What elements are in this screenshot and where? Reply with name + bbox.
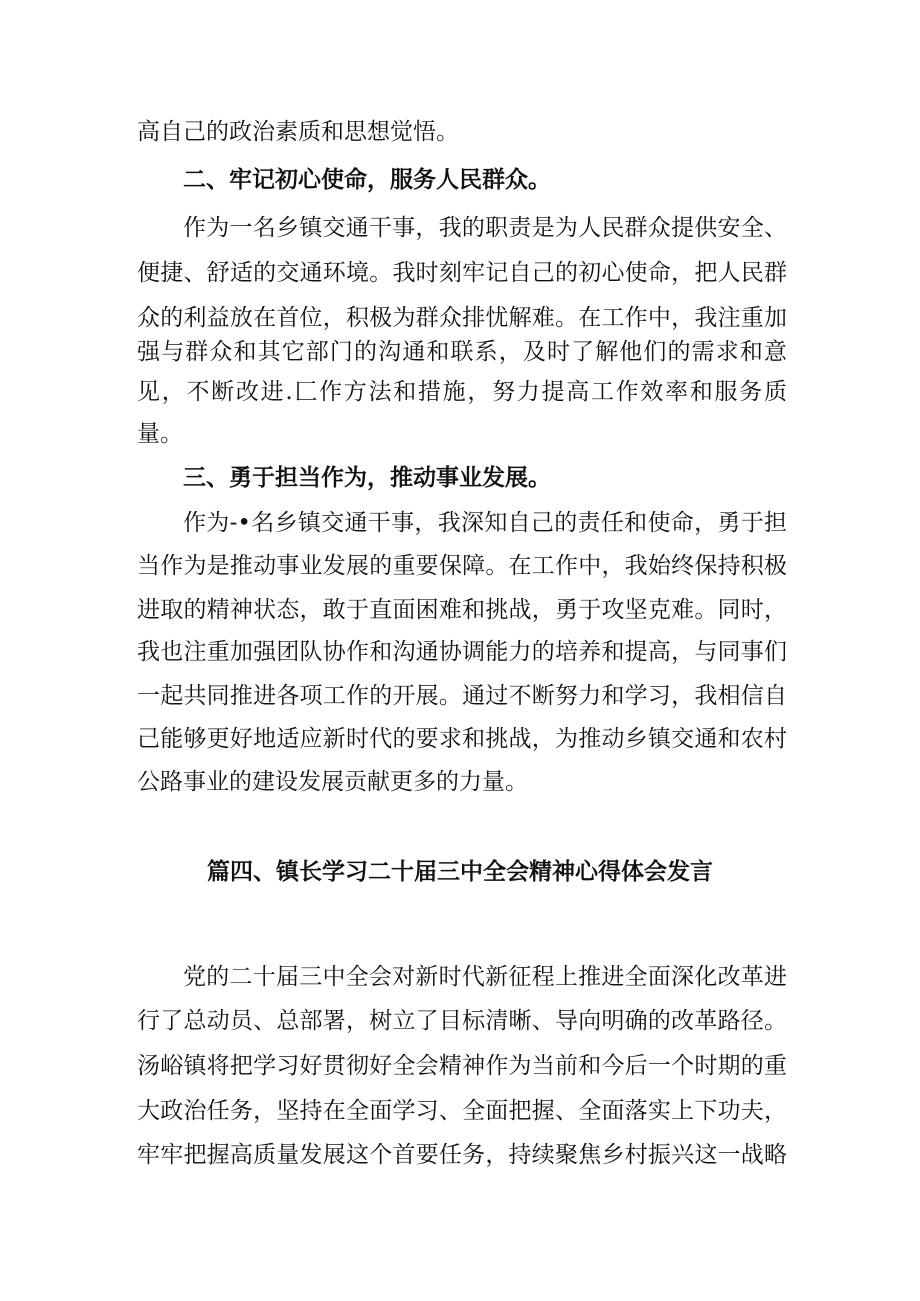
text-line: 牢牢把握高质量发展这个首要任务，持续聚焦乡村振兴这一战略 (137, 1142, 787, 1168)
text-line: 一起共同推进各项工作的开展。通过不断努力和学习，我相信自 (137, 683, 787, 709)
text-line: 量。 (137, 421, 183, 447)
text-line: 强与群众和其它部门的沟通和联系，及时了解他们的需求和意 (137, 339, 787, 365)
text-line: 当作为是推动事业发展的重要保障。在工作中，我始终保持积极 (137, 553, 787, 579)
text-line: 众的利益放在首位，积极为群众排忧解难。在工作中，我注重加 (137, 305, 787, 331)
text-line: 己能够更好地适应新时代的要求和挑战，为推动乡镇交通和农村 (137, 726, 787, 752)
text-line: 作为一名乡镇交通干事，我的职责是为人民群众提供安全、 (183, 215, 787, 241)
text-line: 我也注重加强团队协作和沟通协调能力的培养和提高，与同事们 (137, 639, 787, 665)
text-line: 高自己的政治素质和思想觉悟。 (137, 119, 459, 145)
text-line: 公路事业的建设发展贡献更多的力量。 (137, 769, 528, 795)
section-heading-2: 二、牢记初心使命，服务人民群众。 (183, 166, 551, 193)
text-line: 便捷、舒适的交通环境。我时刻牢记自己的初心使命，把人民群 (137, 260, 787, 286)
text-line: 见，不断改进.匚作方法和措施，努力提高工作效率和服务质 (137, 379, 787, 405)
text-line: 大政治任务，坚持在全面学习、全面把握、全面落实上下功夫， (137, 1098, 787, 1124)
section-heading-3: 三、勇于担当作为，推动事业发展。 (183, 464, 551, 491)
text-line: 作为-•名乡镇交通干事，我深知自己的责任和使命，勇于担 (183, 510, 787, 536)
text-line: 党的二十届三中全会对新时代新征程上推进全面深化改革进 (183, 964, 787, 990)
text-line: 行了总动员、总部署，树立了目标清晰、导向明确的改革路径。 (137, 1008, 787, 1034)
chapter-title: 篇四、镇长学习二十届三中全会精神心得体会发言 (207, 858, 713, 885)
text-line: 进取的精神状态，敢于直面困难和挑战，勇于攻坚克难。同时， (137, 597, 787, 623)
text-line: 汤峪镇将把学习好贯彻好全会精神作为当前和今后一个时期的重 (137, 1053, 787, 1079)
